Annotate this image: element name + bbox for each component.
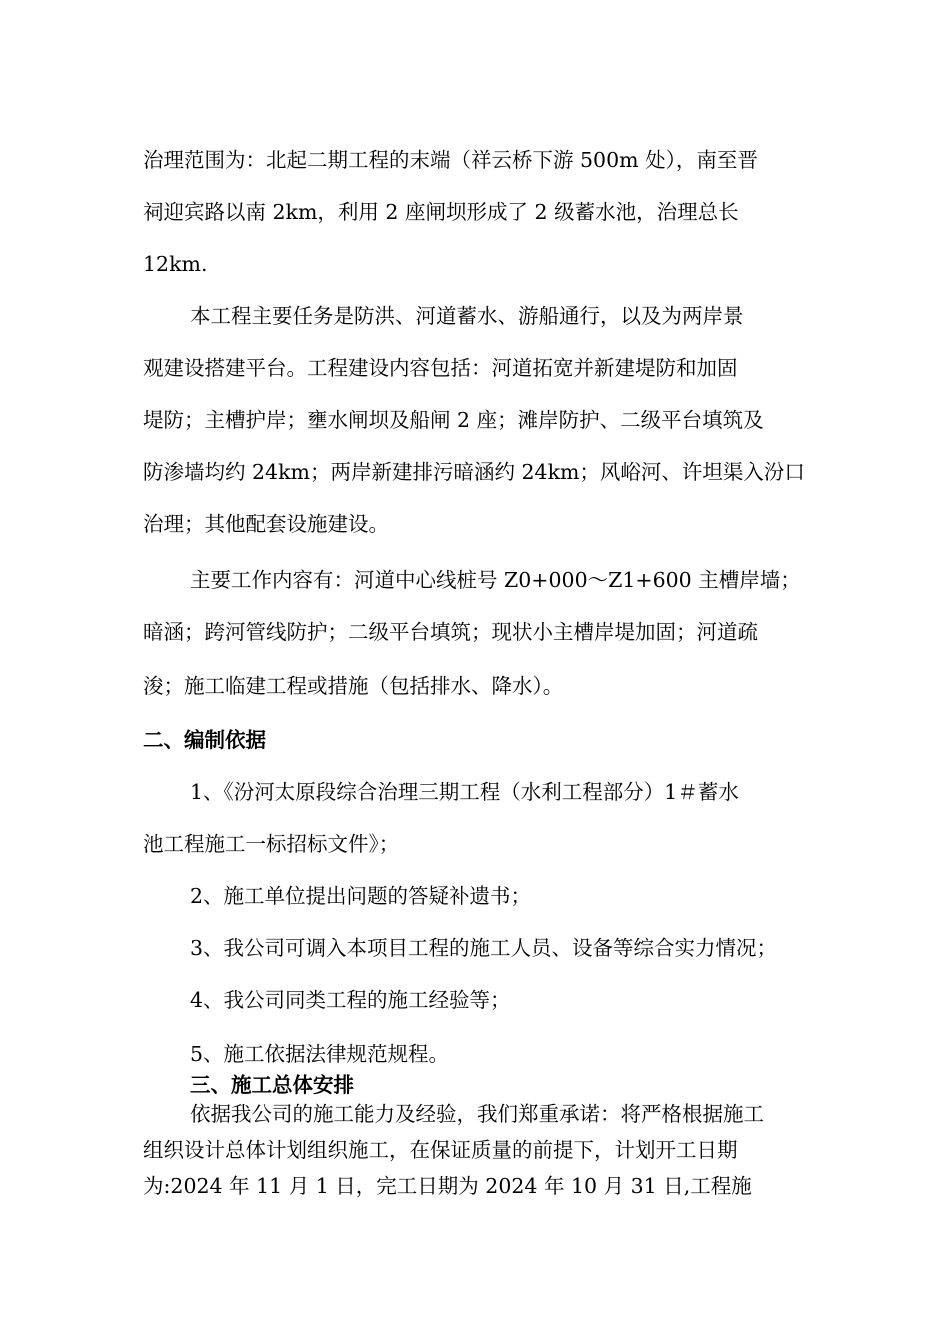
list-item: 1、《汾河太原段综合治理三期工程（水利工程部分）1＃蓄水 [190,780,739,804]
list-item: 5、施工依据法律规范规程。 [190,1042,450,1066]
paragraph-line: 为:2024 年 11 月 1 日，完工日期为 2024 年 10 月 31 日,工程施 [143,1174,752,1198]
section-heading: 三、施工总体安排 [190,1073,354,1097]
paragraph-line: 依据我公司的施工能力及经验，我们郑重承诺：将严格根据施工 [190,1102,764,1126]
paragraph-line: 主要工作内容有：河道中心线桩号 Z0+000～Z1+600 主槽岸墙； [190,568,801,592]
section-heading: 二、编制依据 [143,728,266,752]
paragraph-line: 治理范围为：北起二期工程的末端（祥云桥下游 500m 处），南至晋 [143,148,758,172]
paragraph-line: 治理；其他配套设施建设。 [143,512,389,536]
paragraph-line: 12km. [143,252,208,276]
paragraph-line: 祠迎宾路以南 2km，利用 2 座闸坝形成了 2 级蓄水池，治理总长 [143,200,739,224]
list-item: 池工程施工一标招标文件》； [143,832,400,856]
paragraph-line: 堤防；主槽护岸；壅水闸坝及船闸 2 座；滩岸防护、二级平台填筑及 [143,408,764,432]
list-item: 3、我公司可调入本项目工程的施工人员、设备等综合实力情况； [190,936,778,960]
paragraph-line: 浚；施工临建工程或措施（包括排水、降水）。 [143,674,564,698]
list-item: 4、我公司同类工程的施工经验等； [190,988,511,1012]
paragraph-line: 暗涵；跨河管线防护；二级平台填筑；现状小主槽岸堤加固；河道疏 [143,620,758,644]
paragraph-line: 组织设计总体计划组织施工，在保证质量的前提下，计划开工日期 [143,1138,738,1162]
paragraph-line: 观建设搭建平台。工程建设内容包括：河道拓宽并新建堤防和加固 [143,356,738,380]
paragraph-line: 防渗墙均约 24km；两岸新建排污暗涵约 24km；风峪河、许坦渠入汾口 [143,460,805,484]
paragraph-line: 本工程主要任务是防洪、河道蓄水、游船通行，以及为两岸景 [190,304,744,328]
list-item: 2、施工单位提出问题的答疑补遗书； [190,884,532,908]
